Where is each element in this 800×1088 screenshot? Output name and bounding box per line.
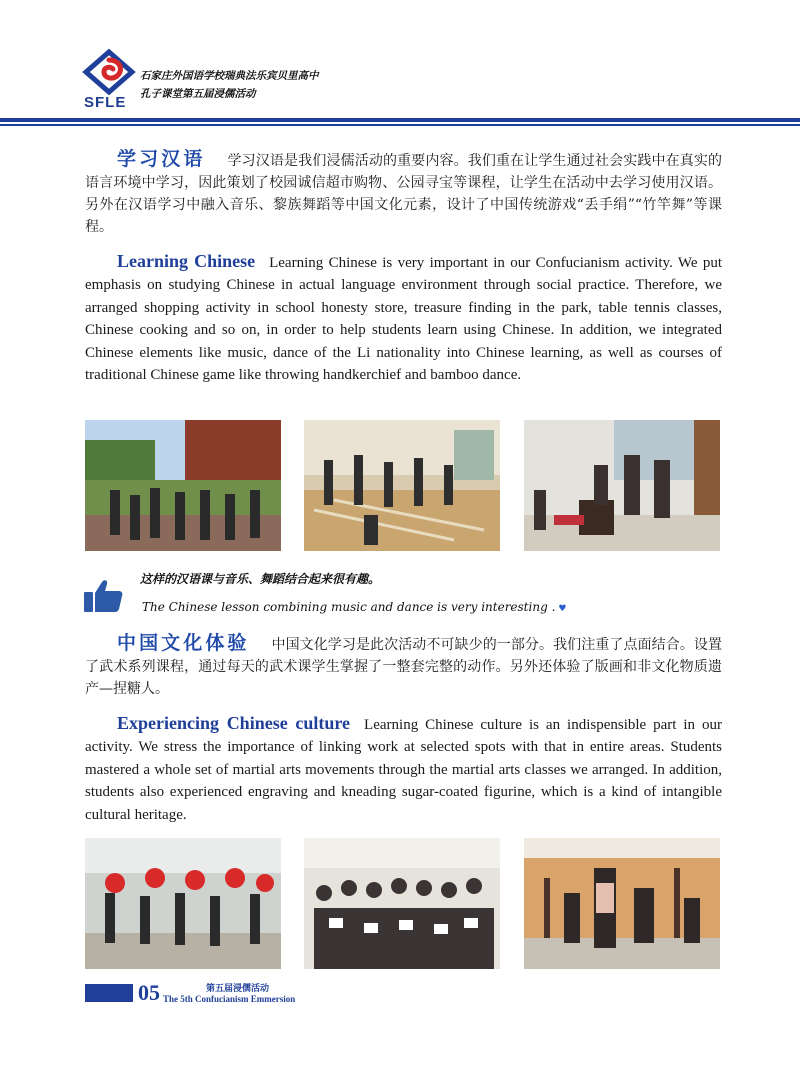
school-name: 石家庄外国语学校瑞典法乐宾贝里高中	[140, 70, 319, 82]
footer-bar	[85, 984, 133, 1002]
thumbs-up-icon	[84, 578, 124, 614]
page-number: 05	[138, 980, 160, 1005]
footer-title-cn: 第五届浸儒活动	[206, 984, 270, 994]
culture-cn-paragraph	[85, 632, 722, 700]
header-rule	[0, 118, 800, 122]
event-name: 孔子课堂第五届浸儒活动	[140, 88, 256, 100]
heart-icon: ♥	[558, 604, 567, 614]
photo-park-game	[85, 420, 281, 551]
caption-en	[142, 600, 566, 614]
culture-cn-body: 中国文化学习是此次活动不可缺少的一部分。我们注重了点面结合。设置了武术系列课程，通过每天的武术课学生掌握了一整套完整的动作。另外还体验了版画和非文化物质遗产—捏糖人。	[85, 637, 722, 697]
header-rule-thin	[0, 124, 800, 126]
logo-text: SFLE	[84, 94, 127, 111]
learning-chinese-en-body: Learning Chinese is very important in our Confucianism activity. We put emphasis on studying Chinese in actual language environment through social practice. Therefore, we arranged shopping activity in school honesty store, treasure finding in the park, table tennis classes, Chinese cooking and so on, in order to help students learn using Chinese. In addition, we integrated Chinese elements like music, dance of the Li nationality into Chinese learning, as well as courses of traditional Chinese game like throwing handkerchief and bamboo dance.	[85, 255, 722, 384]
learning-chinese-en-heading: Learning Chinese	[117, 251, 256, 271]
photo-bamboo-dance	[304, 420, 500, 551]
culture-en-body: Learning Chinese culture is an indispensible part in our activity. We stress the importance of linking work at selected spots with that in entire areas. Students mastered a whole set of martial arts movements through the martial arts classes we arranged. In addition, students also experienced engraving and kneading sugar-coated figurine, which is a kind of intangible cultural heritage.	[85, 717, 722, 823]
photo-group-engraving	[304, 838, 500, 969]
culture-en-paragraph	[85, 712, 722, 826]
learning-chinese-cn-heading: 学习汉语	[117, 148, 206, 170]
learning-chinese-cn-body: 学习汉语是我们浸儒活动的重要内容。我们重在让学生通过社会实践中在真实的语言环境中学习，因此策划了校园诚信超市购物、公园寻宝等课程，让学生在活动中去学习使用汉语。另外在汉语学习中融入音乐、黎族舞蹈等中国文化元素，设计了中国传统游戏“丢手绢”“竹竿舞”等课程。	[85, 153, 722, 235]
page-header	[0, 0, 800, 130]
learning-chinese-en-paragraph	[85, 250, 722, 386]
caption-cn: 这样的汉语课与音乐、舞蹈结合起来很有趣。	[140, 572, 381, 586]
photo-music-class	[524, 420, 720, 551]
footer-title-en: The 5th Confucianism Emmersion	[163, 994, 296, 1004]
culture-cn-heading: 中国文化体验	[117, 632, 250, 654]
learning-chinese-cn-paragraph	[85, 148, 722, 238]
photo-fan-dance	[85, 838, 281, 969]
caption-en-text: The Chinese lesson combining music and dance is very interesting .	[142, 600, 556, 614]
photo-sugar-figurine	[524, 838, 720, 969]
culture-en-heading: Experiencing Chinese culture	[117, 713, 351, 733]
